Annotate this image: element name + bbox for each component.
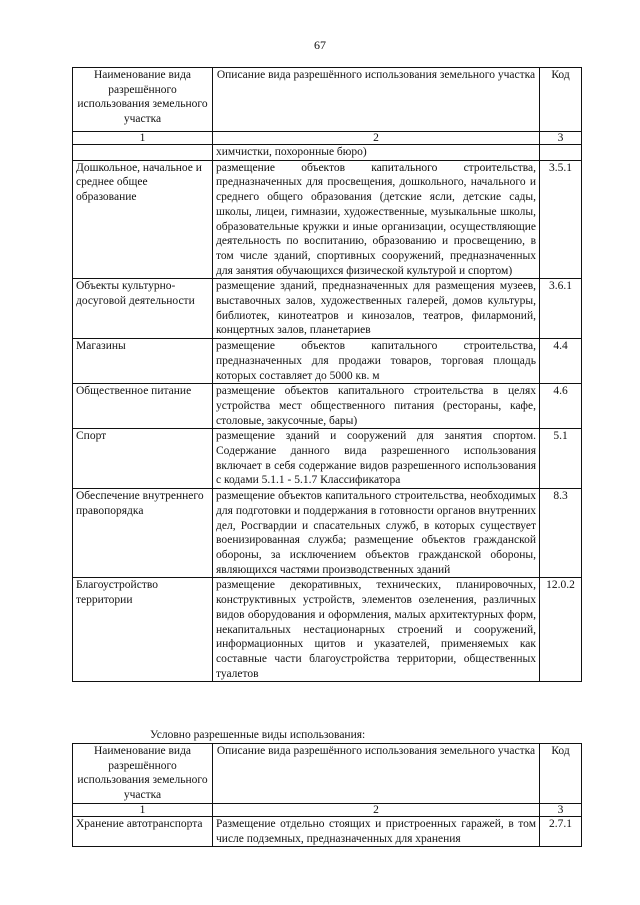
column-number: 1 — [73, 132, 213, 145]
use-name: Хранение автотранспорта — [73, 816, 213, 846]
use-name: Магазины — [73, 339, 213, 384]
table-row — [73, 489, 582, 578]
use-description: размещение объектов капитального строительства в целях устройства мест общественного питания (рестораны, кафе, столовые, закусочные, бары) — [213, 384, 540, 429]
column-number: 1 — [73, 803, 213, 816]
use-description: размещение зданий и сооружений для занятия спортом. Содержание данного вида разрешенного использования включает в себя содержание видов разрешенного использования с кодами 5.1.1 - 5.1.7 Классификатора — [213, 429, 540, 489]
table-row — [73, 160, 582, 279]
permitted-uses-table — [72, 67, 582, 682]
header-code: Код — [540, 68, 582, 132]
empty-cell — [73, 145, 213, 161]
column-number-row — [73, 803, 582, 816]
table-header-row — [73, 744, 582, 804]
use-name: Дошкольное, начальное и среднее общее образование — [73, 160, 213, 279]
use-description: размещение объектов капитального строительства, необходимых для подготовки и поддержания в готовности органов внутренних дел, Росгвардии и спасательных служб, в которых существует военизированная служба; размещение объектов гражданской обороны, за исключением объектов гражданской обороны, являющихся частями производственных зданий — [213, 489, 540, 578]
table-header-row — [73, 68, 582, 132]
column-number: 2 — [213, 132, 540, 145]
use-name: Благоустройство территории — [73, 578, 213, 682]
use-code: 5.1 — [540, 429, 582, 489]
page-number: 67 — [314, 38, 326, 52]
header-code: Код — [540, 744, 582, 804]
table-row — [73, 339, 582, 384]
use-description: размещение объектов капитального строительства, предназначенных для продажи товаров, торговая площадь которых составляет до 5000 кв. м — [213, 339, 540, 384]
use-code: 4.4 — [540, 339, 582, 384]
column-number-row — [73, 132, 582, 145]
continuation-row — [73, 145, 582, 161]
use-description: размещение зданий, предназначенных для размещения музеев, выставочных залов, художественных галерей, домов культуры, библиотек, кинотеатров и кинозалов, театров, филармоний, концертных залов, планетариев — [213, 279, 540, 339]
use-code: 4.6 — [540, 384, 582, 429]
use-code: 8.3 — [540, 489, 582, 578]
use-description: размещение объектов капитального строительства, предназначенных для просвещения, дошкольного, начального и среднего общего образования (детские ясли, детские сады, школы, лицеи, гимназии, художественные, музыкальные школы, образовательные кружки и иные организации, осуществляющие деятельность по воспитанию, образованию и просвещению, в том числе зданий, спортивных сооружений, предназначенных для занятия обучающихся физической культурой и спортом) — [213, 160, 540, 279]
use-code: 3.5.1 — [540, 160, 582, 279]
conditional-uses-caption: Условно разрешенные виды использования: — [150, 729, 366, 741]
column-number: 2 — [213, 803, 540, 816]
table-row — [73, 429, 582, 489]
table-row — [73, 578, 582, 682]
use-code: 12.0.2 — [540, 578, 582, 682]
header-description: Описание вида разрешённого использования земельного участка — [213, 68, 540, 132]
use-code: 3.6.1 — [540, 279, 582, 339]
header-name: Наименование вида разрешённого использования земельного участка — [73, 68, 213, 132]
header-name: Наименование вида разрешённого использования земельного участка — [73, 744, 213, 804]
use-name: Обеспечение внутреннего правопорядка — [73, 489, 213, 578]
header-description: Описание вида разрешённого использования земельного участка — [213, 744, 540, 804]
column-number: 3 — [540, 803, 582, 816]
use-name: Спорт — [73, 429, 213, 489]
continuation-text: химчистки, похоронные бюро) — [213, 145, 540, 161]
use-code: 2.7.1 — [540, 816, 582, 846]
conditional-uses-table — [72, 743, 582, 847]
use-description: размещение декоративных, технических, планировочных, конструктивных устройств, элементов озеленения, различных видов оборудования и оформления, малых архитектурных форм, некапитальных нестационарных строений и сооружений, информационных щитов и указателей, применяемых как составные части благоустройства территории, общественных туалетов — [213, 578, 540, 682]
use-name: Объекты культурно-досуговой деятельности — [73, 279, 213, 339]
use-description: Размещение отдельно стоящих и пристроенных гаражей, в том числе подземных, предназначенных для хранения — [213, 816, 540, 846]
column-number: 3 — [540, 132, 582, 145]
table-row — [73, 279, 582, 339]
table-row — [73, 384, 582, 429]
use-name: Общественное питание — [73, 384, 213, 429]
empty-cell — [540, 145, 582, 161]
table-row — [73, 816, 582, 846]
